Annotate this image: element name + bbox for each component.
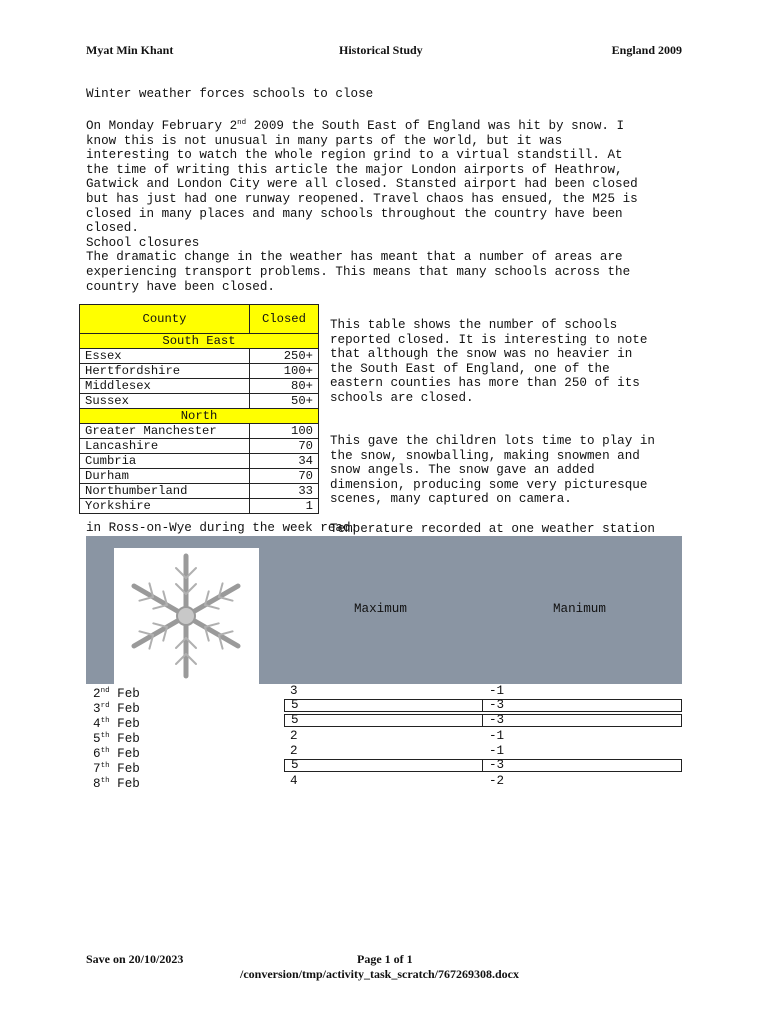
section-row-north: North bbox=[80, 409, 319, 424]
temperature-row: 3rd Feb 5 -3 bbox=[86, 699, 682, 714]
paragraph-line: know this is not unusual in many parts of the world, but it was bbox=[86, 133, 563, 148]
paragraph-line: the time of writing this article the major London airports of Heathrow, bbox=[86, 162, 623, 177]
article-title: Winter weather forces schools to close bbox=[86, 87, 374, 101]
paragraph-line: country have been closed. bbox=[86, 279, 275, 294]
paragraph-line: closed. bbox=[86, 221, 139, 236]
col-county-header: County bbox=[80, 305, 250, 334]
temperature-row: 8th Feb 4 -2 bbox=[93, 774, 505, 791]
table-commentary: This table shows the number of schools reported closed. It is interesting to note that although the snow was no heavier in the South East of England, one of the eastern counties has more than 250 of its schools are closed. bbox=[330, 318, 648, 405]
paragraph-line: closed in many places and many schools throughout the country have been bbox=[86, 206, 623, 221]
col-minimum-header: Manimum bbox=[553, 602, 606, 616]
footer-page: Page 1 of 1 bbox=[357, 952, 413, 966]
table-row: Cumbria 34 bbox=[80, 454, 319, 469]
paragraph-line: but has just had one runway reopened. Travel chaos has ensued, the M25 is bbox=[86, 191, 638, 206]
table-row: Yorkshire 1 bbox=[80, 499, 319, 514]
header-place: England 2009 bbox=[611, 43, 682, 57]
table-row: Northumberland 33 bbox=[80, 484, 319, 499]
temperature-intro: in Ross-on-Wye during the week read: bbox=[86, 521, 359, 535]
table-row: Sussex 50+ bbox=[80, 394, 319, 409]
table-row: Middlesex 80+ bbox=[80, 379, 319, 394]
temperature-row: 7th Feb 5 -3 bbox=[86, 759, 682, 774]
table-header-row bbox=[80, 305, 319, 334]
header-author: Myat Min Khant bbox=[86, 43, 174, 57]
table-row: Hertfordshire 100+ bbox=[80, 364, 319, 379]
temperature-header-banner bbox=[86, 536, 682, 684]
col-closed-header: Closed bbox=[250, 305, 319, 334]
subheading: School closures bbox=[86, 235, 200, 250]
school-closures-table bbox=[79, 304, 319, 514]
temperature-row: 6th Feb 2 -1 bbox=[93, 744, 505, 761]
table-row: Essex 250+ bbox=[80, 349, 319, 364]
snow-commentary: This gave the children lots time to play in the snow, snowballing, making snowmen and snow angels. The snow gave an added dimension, producing some very picturesque scenes, many captured on camera. Temperature recorded at one weather station bbox=[330, 434, 655, 536]
paragraph-line: experiencing transport problems. This means that many schools across the bbox=[86, 264, 631, 279]
snowflake-icon bbox=[114, 548, 259, 684]
page-header bbox=[86, 43, 682, 59]
paragraph-line: The dramatic change in the weather has meant that a number of areas are bbox=[86, 250, 623, 265]
paragraph-line: interesting to watch the whole region grind to a virtual standstill. At bbox=[86, 148, 623, 163]
table-row: Durham 70 bbox=[80, 469, 319, 484]
article-paragraph-1 bbox=[86, 116, 638, 294]
temperature-row: 2nd Feb 3 -1 bbox=[93, 684, 505, 701]
section-row-south-east: South East bbox=[80, 334, 319, 349]
temperature-row: 5th Feb 2 -1 bbox=[93, 729, 505, 746]
footer-path: /conversion/tmp/activity_task_scratch/767269308.docx bbox=[240, 967, 519, 981]
paragraph-line: Gatwick and London City were all closed. Stansted airport had been closed bbox=[86, 177, 638, 192]
col-maximum-header: Maximum bbox=[354, 602, 407, 616]
paragraph-line: On Monday February 2nd 2009 the South East of England was hit by snow. I bbox=[86, 119, 625, 133]
table-row: Lancashire 70 bbox=[80, 439, 319, 454]
table-row: Greater Manchester 100 bbox=[80, 424, 319, 439]
header-subject: Historical Study bbox=[339, 43, 423, 57]
footer-saved: Save on 20/10/2023 bbox=[86, 952, 184, 966]
snowflake-image bbox=[114, 548, 259, 684]
temperature-row: 4th Feb 5 -3 bbox=[86, 714, 682, 729]
